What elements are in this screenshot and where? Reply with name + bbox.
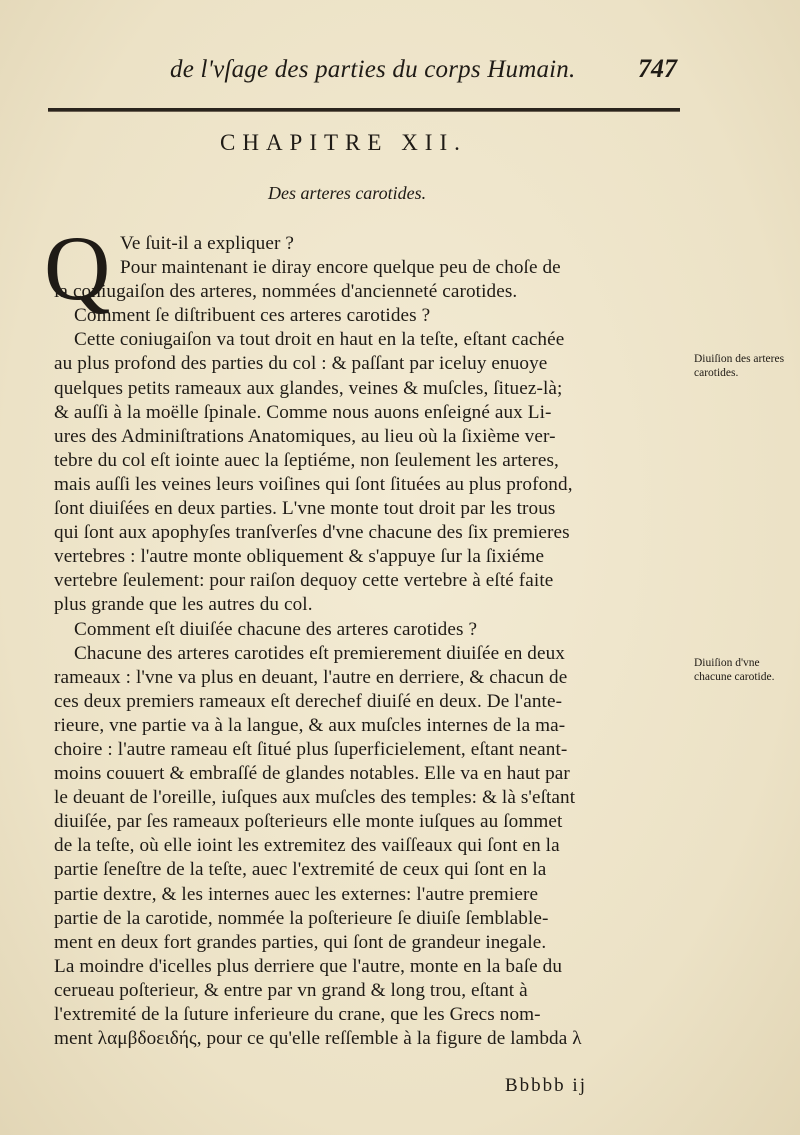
drop-capital: Q [44, 217, 111, 319]
text-line: partie dextre, & les internes auec les externes: l'autre premiere [54, 883, 539, 905]
margin-note-1: Diuiſion des arteres carotides. [694, 353, 785, 379]
text-line: moins couuert & embraſſé de glandes notables. Elle va en haut par [54, 763, 570, 785]
text-line: Chacune des arteres carotides eſt premierement diuiſée en deux [74, 642, 566, 664]
text-line: tebre du col eſt iointe auec la ſeptiéme, non ſeulement les arteres, [54, 449, 559, 471]
text-line: rameaux : l'vne va plus en deuant, l'autre en derriere, & chacun de [54, 666, 568, 688]
text-line: plus grande que les autres du col. [54, 594, 313, 616]
text-line: ment λαμβδοειδής, pour ce qu'elle reſſemble à la figure de lambda λ [54, 1028, 582, 1050]
text-line: quelques petits rameaux aux glandes, veines & muſcles, ſituez-là; [54, 377, 563, 399]
text-line: Comment ſe diſtribuent ces arteres carotides ? [74, 305, 431, 327]
text-line: ures des Adminiſtrations Anatomiques, au lieu où la ſixième ver- [54, 425, 556, 447]
text-line: diuiſée, par ſes rameaux poſterieurs elle monte iuſques au ſommet [54, 811, 563, 833]
text-line: au plus profond des parties du col : & paſſant par iceluy enuoye [54, 353, 548, 375]
text-line: cerueau poſterieur, & entre par vn grand & long trou, eſtant à [54, 979, 528, 1001]
text-line: La moindre d'icelles plus derriere que l'autre, monte en la baſe du [54, 955, 563, 977]
text-line: partie ſeneſtre de la teſte, auec l'extremité de ceux qui ſont en la [54, 859, 547, 881]
text-line: Ve ſuit-il a expliquer ? [120, 233, 294, 254]
margin-note-2: Diuiſion d'vne chacune carotide. [694, 657, 775, 683]
text-line: de la teſte, où elle ioint les extremitez des vaiſſeaux qui ſont en la [54, 835, 560, 857]
text-line: vertebres : l'autre monte obliquement & s'appuye ſur la ſixiéme [54, 546, 545, 568]
text-line: vertebre ſeulement: pour raiſon dequoy cette vertebre à eſté faite [54, 570, 554, 592]
text-line: l'extremité de la ſuture inferieure du crane, que les Grecs nom- [54, 1004, 541, 1025]
text-line: rieure, vne partie va à la langue, & aux muſcles internes de la ma- [54, 714, 566, 736]
text-line: la coniugaiſon des arteres, nommées d'ancienneté carotides. [54, 281, 518, 303]
header-rule [48, 108, 680, 112]
text-line: & auſſi à la moëlle ſpinale. Comme nous auons enſeigné aux Li- [54, 401, 552, 423]
text-line: Comment eſt diuiſée chacune des arteres carotides ? [74, 618, 478, 640]
text-line: le deuant de l'oreille, iuſques aux muſcles des temples: & là s'eſtant [54, 787, 576, 809]
body-text [54, 232, 688, 1051]
text-line: partie de la carotide, nommée la poſterieure ſe diuiſe ſemblable- [54, 907, 549, 929]
chapter-title: CHAPITRE XII. [220, 130, 467, 155]
catchword: Bbbbb ij [505, 1075, 587, 1096]
running-title: de l'vſage des parties du corps Humain. [170, 56, 576, 83]
text-line: mais auſſi les veines leurs voiſines qui ſont ſituées au plus profond, [54, 473, 573, 495]
text-line: ſont diuiſées en deux parties. L'vne monte tout droit par les trous [54, 498, 556, 520]
text-line: Pour maintenant ie diray encore quelque peu de choſe de [120, 257, 561, 279]
chapter-subtitle: Des arteres carotides. [268, 183, 427, 203]
text-line: choire : l'autre rameau eſt ſitué plus ſuperficielement, eſtant neant- [54, 738, 568, 760]
text-line: Cette coniugaiſon va tout droit en haut en la teſte, eſtant cachée [74, 329, 565, 351]
text-line: ment en deux fort grandes parties, qui ſont de grandeur inegale. [54, 931, 547, 953]
text-line: qui ſont aux apophyſes tranſverſes d'vne chacune des ſix premieres [54, 522, 570, 544]
page-number: 747 [638, 54, 677, 83]
text-line: ces deux premiers rameaux eſt derechef diuiſé en deux. De l'ante- [54, 690, 563, 712]
